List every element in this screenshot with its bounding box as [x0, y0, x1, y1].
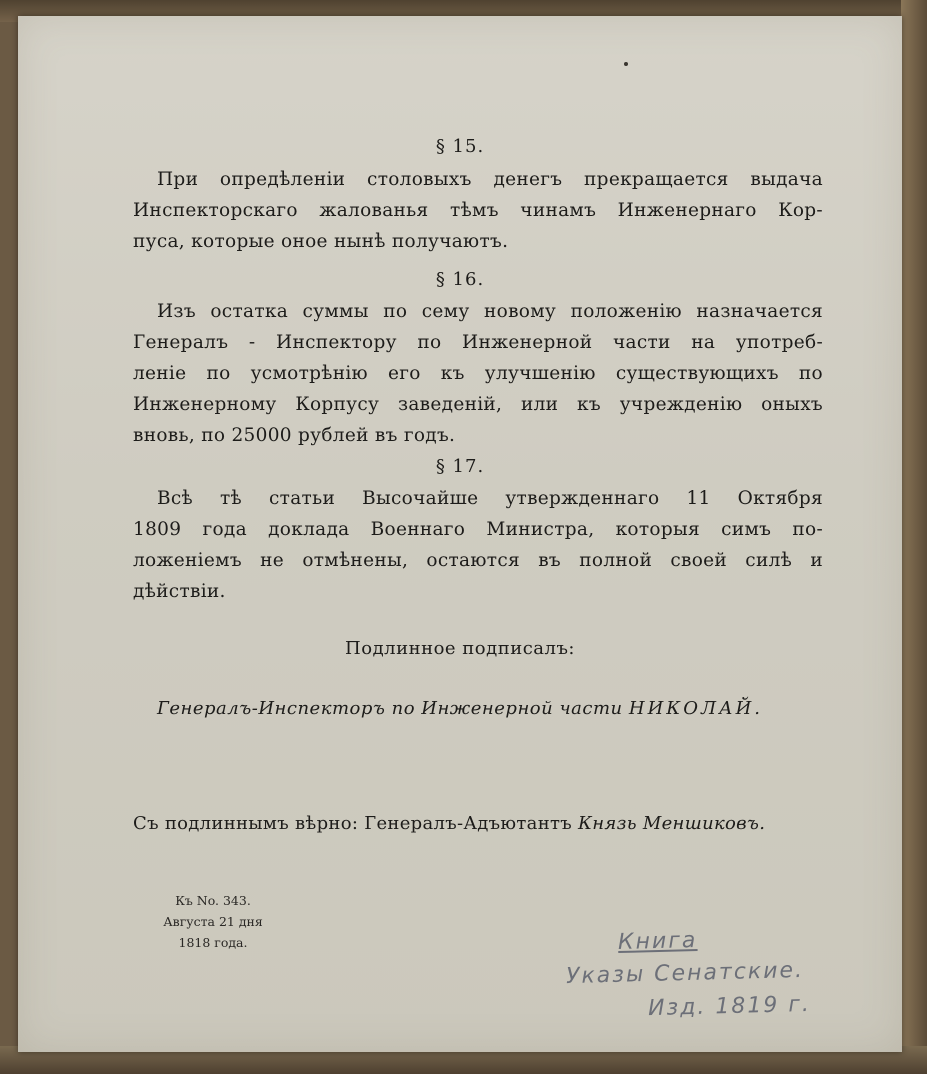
handwritten-note-line-3: Изд. 1819 г.: [647, 991, 812, 1022]
section-17-line-4: дѣйствіи.: [133, 581, 226, 602]
section-15-line-3: пуса, которые оное нынѣ получаютъ.: [133, 231, 509, 252]
reference-number: Къ No. 343.: [175, 893, 251, 908]
section-17-line-3: ложеніемъ не отмѣнены, остаются въ полной своей силѣ и: [133, 550, 823, 571]
section-16-mark: § 16.: [435, 269, 485, 290]
signature-heading: Подлинное подписалъ:: [345, 638, 575, 659]
section-16-line-5: вновь, по 25000 рублей въ годъ.: [133, 425, 456, 446]
section-16-text: [133, 296, 823, 451]
reference-date: Августа 21 дня: [163, 914, 263, 929]
certification-line: [133, 813, 823, 834]
section-16-line-1: Изъ остатка суммы по сему новому положенію назначается: [157, 301, 823, 322]
section-16-line-3: леніе по усмотрѣнію его къ улучшенію существующихъ по: [133, 363, 823, 384]
section-15-line-2: Инспекторскаго жалованья тѣмъ чинамъ Инженернаго Кор-: [133, 200, 823, 221]
section-17-text: [133, 483, 823, 607]
document-reference: [138, 890, 288, 953]
section-15-mark: § 15.: [435, 136, 485, 157]
reference-year: 1818 года.: [178, 935, 248, 950]
handwritten-note-line-1: Книга: [617, 927, 698, 956]
section-16-line-2: Генералъ - Инспектору по Инженерной части на употреб-: [133, 332, 823, 353]
section-17-line-1: Всѣ тѣ статьи Высочайше утвержденнаго 11 Октября: [157, 488, 823, 509]
section-17-mark: § 17.: [435, 456, 485, 477]
paper-speck: [624, 62, 628, 66]
section-17-line-2: 1809 года доклада Военнаго Министра, которыя симъ по-: [133, 519, 823, 540]
certification-name: Князь Меншиковъ.: [578, 813, 766, 834]
section-15-line-1: При опредѣленіи столовыхъ денегъ прекращается выдача: [157, 169, 823, 190]
signature-line: [18, 698, 902, 719]
handwritten-note-line-2: Указы Сенатские.: [565, 957, 805, 990]
frame-right-edge: [901, 0, 927, 1074]
section-15-text: [133, 164, 823, 257]
certification-prefix: Съ подлиннымъ вѣрно: Генералъ-Адъютантъ: [133, 813, 572, 834]
document-page: [18, 16, 902, 1052]
signature-name: НИКОЛАЙ.: [628, 698, 764, 719]
signature-title: Генералъ-Инспекторъ по Инженерной части: [156, 698, 623, 719]
section-16-line-4: Инженерному Корпусу заведеній, или къ учрежденію оныхъ: [133, 394, 823, 415]
